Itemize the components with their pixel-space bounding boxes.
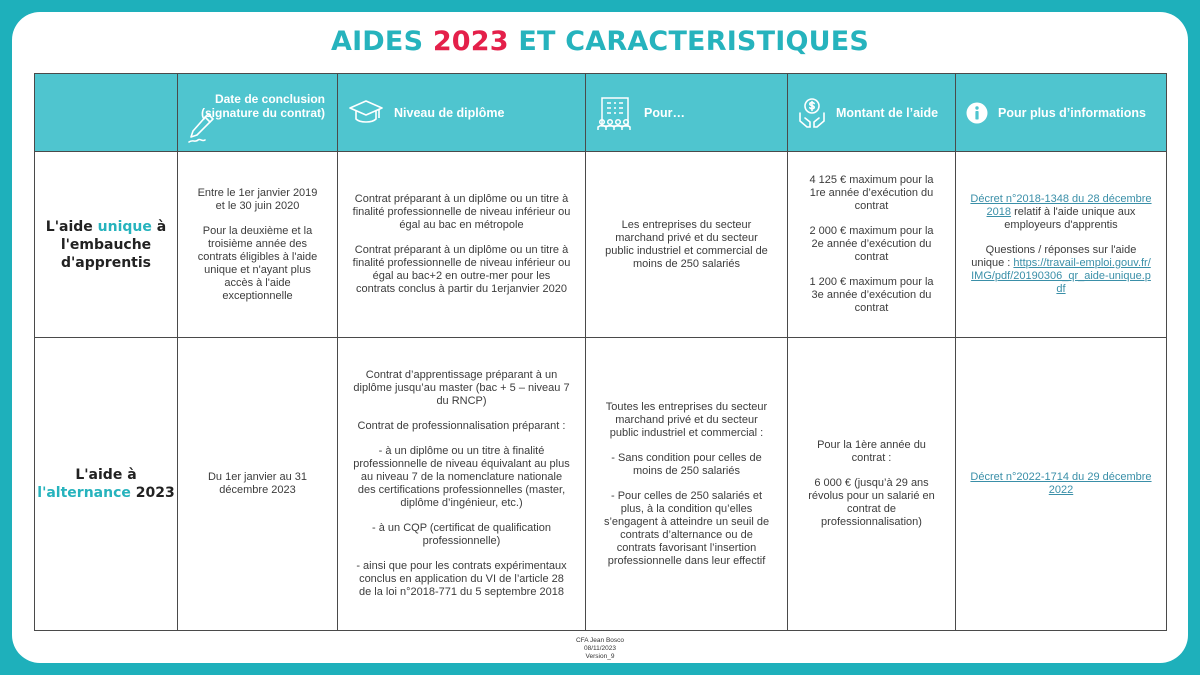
header-row [35,74,1167,152]
header-montant [788,74,956,152]
cell-pour [586,152,788,338]
header-montant-label: Montant de l’aide [836,105,939,120]
decret-2018-link[interactable]: Décret n°2018-1348 du 28 décembre 2018 [970,193,1152,218]
cell-date [178,338,338,631]
decret-2022-link[interactable]: Décret n°2022-1714 du 29 décembre 2022 [970,471,1152,496]
cell-text: - à un CQP (certificat de qualification professionnelle) [372,522,551,547]
cell-text: - Pour celles de 250 salariés et plus, à la condition qu’elles s’engagent à atteindre un seuil de contrats d’alternance ou de contrats favorisant l’insertion professionnelle dans leur effectif [603,489,770,567]
header-date-label: Date de conclusion (signature du contrat) [200,92,325,120]
office-building-icon [596,95,634,131]
table-row [35,152,1167,338]
cell-text: - Sans condition pour celles de moins de 250 salariés [611,451,762,477]
cell-text: 2 000 € maximum pour la 2e année d’exécution du contrat [809,225,934,263]
cell-text: 6 000 € (jusqu’à 29 ans révolus pour un salarié en contrat de professionnalisation) [808,477,935,528]
row-label-accent: l'alternance [37,485,131,501]
cell-text: Contrat préparant à un diplôme ou un titre à finalité professionnelle de niveau inférieur ou égal au bac en métropole [352,193,571,231]
table-row [35,338,1167,631]
cell-text: 4 125 € maximum pour la 1re année d’exécution du contrat [809,174,934,212]
title-year: 2023 [432,26,509,57]
cell-text: - ainsi que pour les contrats expérimentaux conclus en application du VI de l’article 28 de la loi n°2018-771 du 5 septembre 2018 [356,560,567,598]
cell-text: Contrat d’apprentissage préparant à un diplôme jusqu’au master (bac + 5 – niveau 7 du RNCP) [353,369,570,407]
aides-table [34,73,1167,631]
cell-date [178,152,338,338]
footer-version: Version_9 [585,653,615,660]
cell-diplome [338,338,586,631]
footer [0,637,1200,661]
footer-organization: CFA Jean Bosco [575,637,625,644]
cell-text: relatif à l'aide unique aux employeurs d'apprentis [1004,206,1136,231]
money-hands-icon [798,97,826,129]
cell-montant [788,338,956,631]
pen-signing-icon [186,111,218,145]
header-info-label: Pour plus d’informations [998,105,1146,120]
cell-montant [788,152,956,338]
cell-pour [586,338,788,631]
cell-text: Pour la 1ère année du contrat : [817,439,926,464]
header-date [178,74,338,152]
qr-aide-unique-link[interactable]: https://travail-emploi.gouv.fr/IMG/pdf/20190306_qr_aide-unique.pdf [971,257,1151,295]
cell-info [956,338,1167,631]
row-label-aide-alternance: L'aide à l'alternance 2023 [35,338,178,631]
cell-diplome [338,152,586,338]
cell-text: Les entreprises du secteur marchand privé et du secteur public industriel et commercial de moins de 250 salariés [605,218,768,270]
row-label-accent: unique [97,218,152,235]
header-diplome-label: Niveau de diplôme [394,105,505,120]
cell-text: Contrat préparant à un diplôme ou un titre à finalité professionnelle de niveau inférieur ou égal au bac+2 en outre-mer pour les contrats conclus à partir du 1erjanvier 2020 [352,244,571,295]
page-title: AIDES 2023 ET CARACTERISTIQUES [330,26,870,57]
cell-text: Pour la deuxième et la troisième année des contrats éligibles à l'aide unique et n'ayant plus accès à l'aide exceptionnelle [197,224,318,302]
header-pour-label: Pour… [644,105,685,120]
info-icon [966,102,988,124]
cell-text: Toutes les entreprises du secteur marchand privé et du secteur public industriel et commercial : [605,400,768,439]
cell-text: Contrat de professionnalisation préparant : [357,420,566,432]
cell-text: Entre le 1er janvier 2019 et le 30 juin 2020 [197,186,318,212]
cell-text: 1 200 € maximum pour la 3e année d’exécution du contrat [809,276,934,314]
row-label-aide-unique: L'aide unique à l'embauche d'apprentis [35,152,178,338]
header-info [956,74,1167,152]
cell-info [956,152,1167,338]
graduation-cap-icon [348,98,384,128]
cell-text: - à un diplôme ou un titre à finalité professionnelle de niveau équivalant au plus au niveau 7 de la nomenclature nationale des certifications professionnelles (master, diplôme d’ingénieur, etc.) [353,445,570,509]
cell-text: Questions / réponses sur l'aide unique : [971,244,1137,269]
cell-text: Du 1er janvier au 31 décembre 2023 [207,471,308,496]
header-diplome [338,74,586,152]
footer-date: 08/11/2023 [583,645,617,652]
header-pour [586,74,788,152]
header-empty [35,74,178,152]
